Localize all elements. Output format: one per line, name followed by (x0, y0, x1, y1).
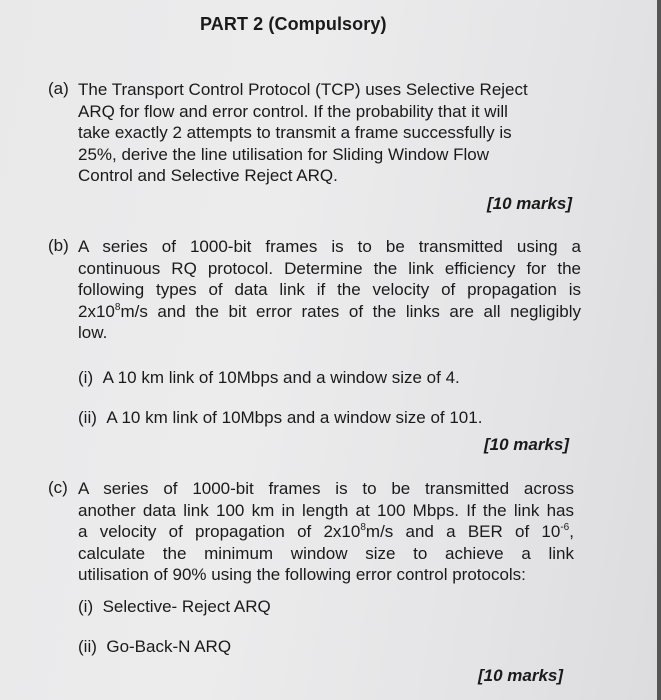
question-a-line: Control and Selective Reject ARQ. (78, 166, 338, 185)
question-a-marks: [10 marks] (487, 194, 573, 213)
question-c-text (78, 478, 574, 586)
velocity-rest: m/s and the bit error rates of the links are all negligibly (120, 301, 581, 321)
question-c-item-i (78, 597, 271, 617)
item-text: Go-Back-N ARQ (106, 637, 232, 656)
question-b-line: low. (78, 323, 108, 342)
question-a-line: ARQ for flow and error control. If the probability that it will (78, 101, 508, 121)
question-b-text (78, 236, 581, 344)
item-number: (i) (78, 368, 94, 387)
question-c-label: (c) (48, 478, 68, 497)
ber-comma: , (569, 522, 574, 541)
question-c-item-ii (78, 637, 231, 657)
question-b-label: (b) (48, 236, 69, 255)
question-c-line: A series of 1000-bit frames is to be transmitted across (78, 479, 574, 498)
question-a-label: (a) (48, 79, 69, 98)
question-b-line: A series of 1000-bit frames is to be transmitted using a (78, 237, 581, 256)
item-text: A 10 km link of 10Mbps and a window size of 4. (102, 368, 460, 387)
question-b-marks: [10 marks] (484, 435, 570, 454)
question-c-line: calculate the minimum window size to achieve a link (78, 543, 574, 563)
question-b-item-i (78, 368, 460, 388)
item-number: (ii) (78, 408, 97, 427)
page-title: PART 2 (Compulsory) (200, 14, 387, 34)
ber-exponent: -6 (560, 522, 570, 533)
item-text: A 10 km link of 10Mbps and a window size of 101. (106, 408, 483, 427)
question-a-line: 25%, derive the line utilisation for Sliding Window Flow (78, 144, 490, 164)
page-edge-shadow (657, 0, 661, 700)
ber-text: m/s and a BER of 10 (365, 522, 561, 541)
question-c-line: utilisation of 90% using the following error control protocols: (78, 565, 526, 584)
question-c-line-3 (78, 521, 574, 543)
item-text: Selective- Reject ARQ (102, 597, 271, 616)
item-number: (ii) (78, 637, 97, 656)
item-number: (i) (78, 597, 94, 616)
velocity-exponent: 8 (114, 301, 121, 313)
question-c-line: another data link 100 km in length at 100 Mbps. If the link has (78, 500, 574, 520)
question-b-line: continuous RQ protocol. Determine the link efficiency for the (78, 258, 581, 278)
question-b-item-ii (78, 408, 482, 428)
question-a-line: The Transport Control Protocol (TCP) uses Selective Reject (78, 80, 528, 99)
question-a-text (78, 79, 588, 187)
question-a-line: take exactly 2 attempts to transmit a frame successfully is (78, 123, 512, 142)
question-c-marks: [10 marks] (478, 666, 564, 685)
velocity-base: a velocity of propagation of 2x10 (78, 522, 361, 541)
velocity-exponent: 8 (360, 522, 366, 533)
question-b-line: following types of data link if the velocity of propagation is (78, 280, 581, 299)
velocity-base: 2x10 (78, 301, 115, 321)
question-b-line-4 (78, 301, 581, 323)
